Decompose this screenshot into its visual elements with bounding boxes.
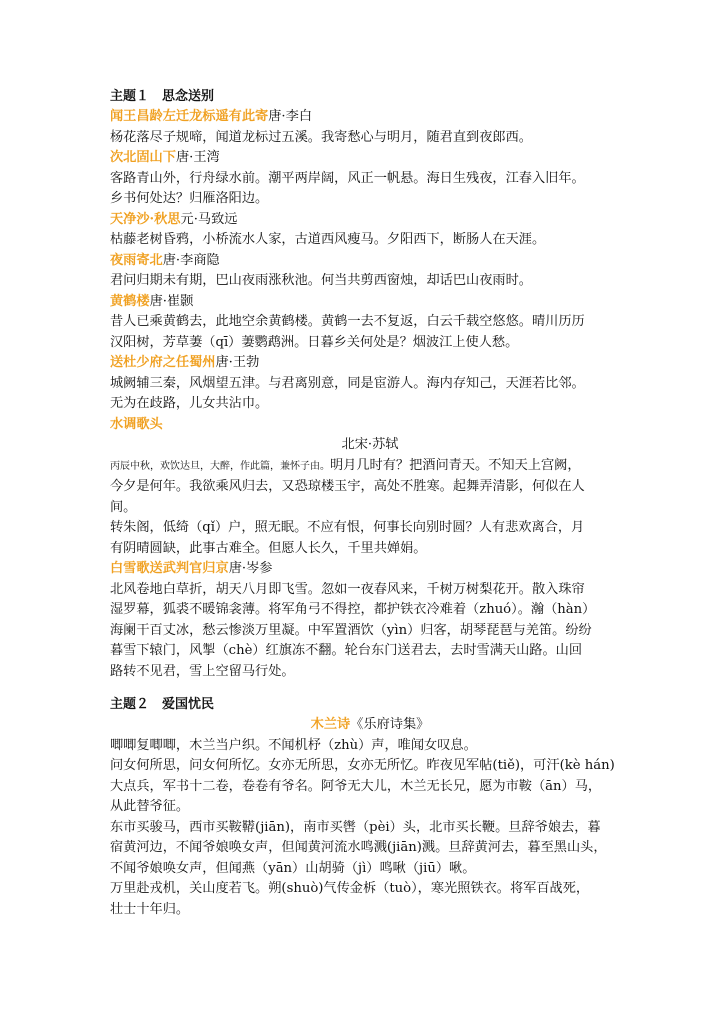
poem-heading <box>110 715 630 736</box>
poem-line: 暮雪下辕门，风掣（chè）红旗冻不翻。轮台东门送君去，去时雪满天山路。山回 <box>110 643 583 658</box>
poem-line: 转朱阁，低绮（qǐ）户，照无眠。不应有恨，何事长向别时圆？人有悲欢离合，月 <box>110 520 585 535</box>
poem-line: 今夕是何年。我欲乘风归去，又恐琼楼玉宇，高处不胜寒。起舞弄清影，何似在人 <box>110 479 585 494</box>
poem-line: 不闻爷娘唤女声，但闻燕（yān）山胡骑（jì）鸣啾（jiū）啾。 <box>110 860 476 876</box>
poem-line: 海阑干百丈冰，愁云惨淡万里凝。中军置酒饮（yìn）归客，胡琴琵琶与羌笛。纷纷 <box>110 622 592 638</box>
section-2 <box>110 694 630 920</box>
poem-heading <box>110 353 630 374</box>
poem-line: 大点兵，军书十二卷，卷卷有爷名。阿爷无大儿，木兰无长兄，愿为市鞍（ān）马， <box>110 778 602 794</box>
section-2-title: 主题２ 爱国忧民 <box>110 697 215 712</box>
poem-line: 路转不见君，雪上空留马行处。 <box>110 663 295 679</box>
poem-line: 壮士十年归。 <box>110 901 190 917</box>
poem-line: 东市买骏马，西市买鞍鞯(jiān)，南市买辔（pèi）头，北市买长鞭。旦辞爷娘去，暮 <box>110 819 601 835</box>
poem-title: 木兰诗 <box>310 717 351 732</box>
poem-author-line: 北宋·苏轼 <box>341 437 399 452</box>
poem-line: 宿黄河边，不闻爷娘唤女声，但闻黄河流水鸣溅(jiān)溅。旦辞黄河去，暮至黑山头， <box>110 840 607 855</box>
poem-heading <box>110 559 630 580</box>
poem-preface: 丙辰中秋，欢饮达旦，大醉，作此篇，兼怀子由。 <box>110 460 330 472</box>
poem-title: 白雪歌送武判官归京 <box>110 561 229 576</box>
poem-line: 昔人已乘黄鹤去，此地空余黄鹤楼。黄鹤一去不复返，白云千载空悠悠。晴川历历 <box>110 314 585 329</box>
poem-line: 万里赴戎机，关山度若飞。朔(shuò)气传金柝（tuò），寒光照铁衣。将军百战死， <box>110 881 590 896</box>
poem-line <box>110 456 630 478</box>
poem-author: 唐·岑参 <box>228 561 273 576</box>
poem-title: 闻王昌龄左迁龙标遥有此寄 <box>110 109 269 124</box>
poem-title: 送杜少府之任蜀州 <box>110 355 216 370</box>
section-gap <box>110 682 630 694</box>
section-1 <box>110 86 630 682</box>
poem-line: 城阙辅三秦，风烟望五津。与君离别意，同是宦游人。海内存知己，天涯若比邻。 <box>110 375 585 391</box>
poem-author: 唐·崔颢 <box>149 293 194 309</box>
document-page <box>110 86 630 920</box>
poem-title: 次北固山下 <box>110 150 176 165</box>
poem-text: 明月几时有？把酒问青天。不知天上宫阙， <box>330 457 581 473</box>
poem-author: 唐·李白 <box>268 109 313 124</box>
poem-line: 有阴晴圆缺，此事古难全。但愿人长久，千里共婵娟。 <box>110 540 427 556</box>
poem-line: 从此替爷征。 <box>110 799 190 814</box>
poem-line: 间。 <box>110 499 137 515</box>
poem-heading <box>110 210 630 231</box>
poem-author: 唐·王湾 <box>175 150 220 165</box>
poem-title: 天净沙·秋思 <box>110 211 181 227</box>
poem-author: 唐·王勃 <box>215 355 260 370</box>
poem-heading <box>110 107 630 128</box>
poem-line: 客路青山外，行舟绿水前。潮平两岸阔，风正一帆悬。海日生残夜，江春入旧年。 <box>110 170 585 186</box>
poem-line: 问女何所思，问女何所忆。女亦无所思，女亦无所忆。昨夜见军帖(tiě)，可汗(kè hán) <box>110 758 615 773</box>
poem-line: 汉阳树，芳草萋（qī）萋鹦鹉洲。日暮乡关何处是？烟波江上使人愁。 <box>110 334 519 350</box>
poem-line: 湿罗幕，狐裘不暖锦衾薄。将军角弓不得控，都护铁衣冷难着（zhuó）。瀚（hàn） <box>110 602 596 617</box>
poem-author: 唐·李商隐 <box>162 252 220 268</box>
poem-heading <box>110 148 630 169</box>
poem-line: 杨花落尽子规啼，闻道龙标过五溪。我寄愁心与明月，随君直到夜郎西。 <box>110 129 532 145</box>
poem-title: 夜雨寄北 <box>110 252 163 268</box>
poem-line: 唧唧复唧唧，木兰当户织。不闻机杼（zhù）声，唯闻女叹息。 <box>110 737 477 753</box>
poem-author: 《乐府诗集》 <box>350 717 430 732</box>
poem-author: 元·马致远 <box>180 211 238 227</box>
poem-heading <box>110 415 630 436</box>
poem-heading <box>110 292 630 313</box>
poem-line: 君问归期未有期，巴山夜雨涨秋池。何当共剪西窗烛，却话巴山夜雨时。 <box>110 273 532 288</box>
poem-line: 乡书何处达？归雁洛阳边。 <box>110 191 269 206</box>
poem-line: 枯藤老树昏鸦，小桥流水人家，古道西风瘦马。夕阳西下，断肠人在天涯。 <box>110 232 546 247</box>
poem-heading <box>110 251 630 272</box>
poem-title: 水调歌头 <box>110 416 163 432</box>
poem-title: 黄鹤楼 <box>110 293 150 309</box>
section-1-title: 主题１ 思念送别 <box>110 89 215 104</box>
poem-line: 无为在歧路，儿女共沾巾。 <box>110 396 269 411</box>
poem-line: 北风卷地白草折，胡天八月即飞雪。忽如一夜春风来，千树万树梨花开。散入珠帘 <box>110 581 585 597</box>
